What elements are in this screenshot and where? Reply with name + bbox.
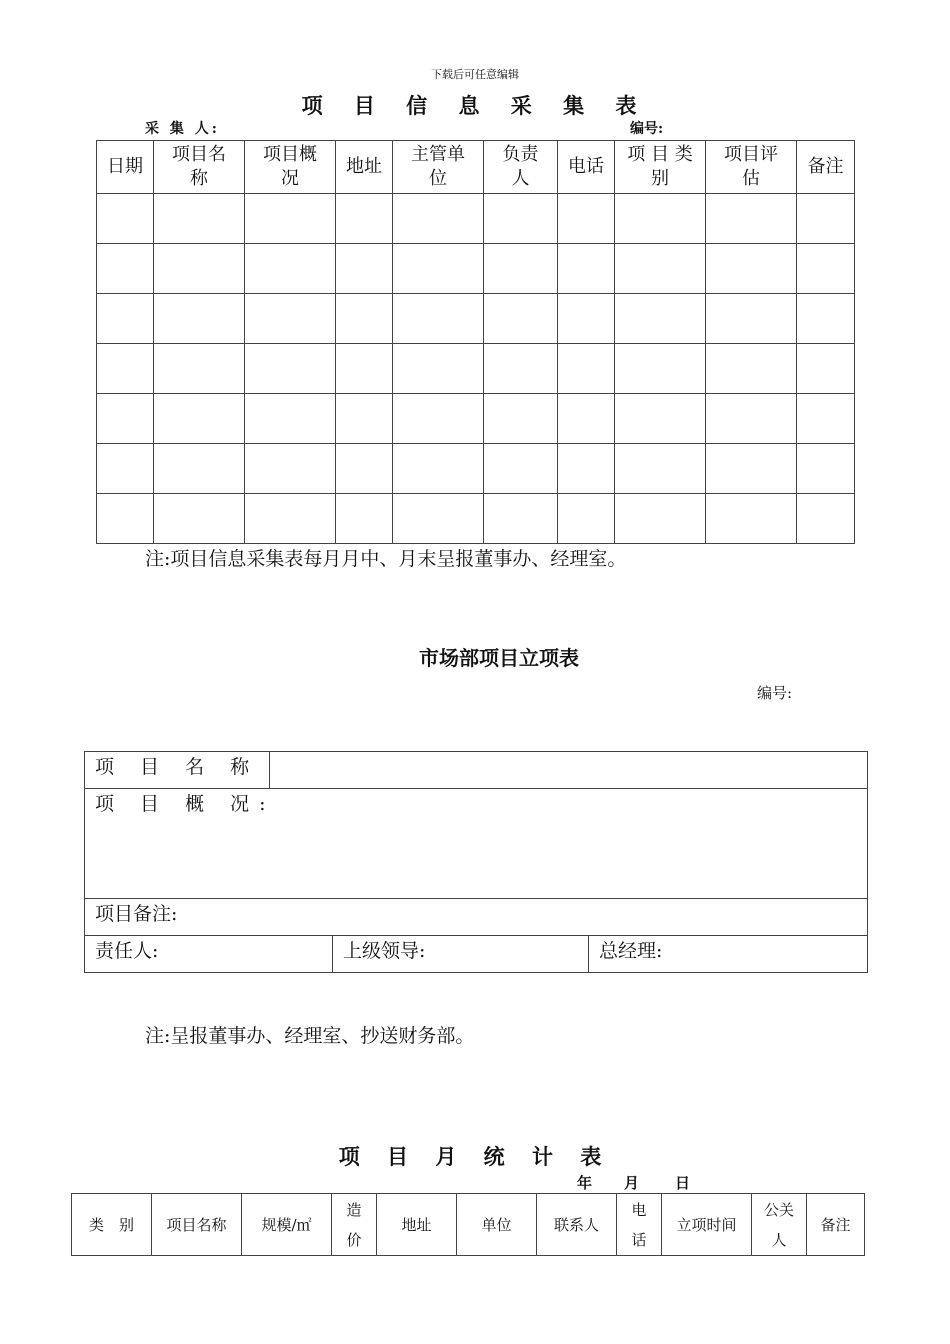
table-cell[interactable] (797, 194, 855, 244)
stats-header-cell (807, 1194, 865, 1256)
info-header-text: 项目评 (724, 144, 778, 165)
table-cell[interactable] (558, 194, 615, 244)
table-cell[interactable] (97, 444, 154, 494)
table-cell[interactable] (484, 494, 558, 544)
info-header-text: 负责 (502, 144, 539, 165)
stats-header-text: 地址 (401, 1215, 432, 1234)
table-cell[interactable] (706, 244, 797, 294)
table-cell[interactable] (797, 344, 855, 394)
table-cell[interactable] (97, 394, 154, 444)
form2-title: 市场部项目立项表 (419, 646, 579, 670)
table-cell[interactable] (393, 444, 484, 494)
table-cell[interactable] (797, 394, 855, 444)
table-cell[interactable] (393, 394, 484, 444)
info-header-cell (797, 141, 855, 194)
table-cell[interactable] (615, 494, 706, 544)
table-row (97, 444, 855, 494)
table-cell[interactable] (154, 244, 245, 294)
table-cell[interactable] (558, 244, 615, 294)
form3-title: 项 目 月 统 计 表 (338, 1144, 612, 1169)
info-header-text: 项目概 (263, 144, 317, 165)
table-cell[interactable] (797, 494, 855, 544)
stats-header-text: 价 (346, 1230, 362, 1249)
table-cell[interactable] (154, 444, 245, 494)
form2-note: 注:呈报董事办、经理室、抄送财务部。 (145, 1025, 475, 1047)
table-cell[interactable] (336, 294, 393, 344)
info-header-cell (336, 141, 393, 194)
table-cell[interactable] (245, 344, 336, 394)
stats-header-cell (72, 1194, 152, 1256)
table-cell[interactable] (706, 344, 797, 394)
project-name-label: 项 目 名 称 (85, 752, 270, 789)
info-header-cell (97, 141, 154, 194)
form1-number-label: 编号: (630, 121, 664, 137)
info-header-cell (706, 141, 797, 194)
table-row (97, 494, 855, 544)
stats-header-text: 联系人 (553, 1215, 599, 1234)
table-cell[interactable] (706, 394, 797, 444)
project-info-table (96, 140, 855, 544)
info-header-text: 人 (511, 168, 530, 189)
table-cell[interactable] (245, 244, 336, 294)
table-cell[interactable] (393, 244, 484, 294)
table-cell[interactable] (706, 194, 797, 244)
stats-header-cell (377, 1194, 457, 1256)
table-cell[interactable] (245, 444, 336, 494)
info-header-cell (245, 141, 336, 194)
info-header-text: 项目名 (172, 144, 226, 165)
info-header-cell (393, 141, 484, 194)
table-cell[interactable] (245, 494, 336, 544)
info-header-text: 项 目 类 (627, 144, 693, 165)
stats-header-cell (662, 1194, 752, 1256)
table-cell[interactable] (706, 294, 797, 344)
stats-header-cell (457, 1194, 537, 1256)
info-header-text: 位 (429, 168, 447, 189)
info-header-row (97, 141, 855, 194)
table-cell[interactable] (706, 444, 797, 494)
table-cell[interactable] (615, 344, 706, 394)
stats-header-text: 类 别 (88, 1215, 134, 1234)
table-row (97, 194, 855, 244)
project-overview-field[interactable]: 项 目 概 况: (85, 789, 868, 899)
project-name-field[interactable] (270, 752, 868, 789)
table-cell[interactable] (484, 294, 558, 344)
info-header-text: 日期 (107, 156, 143, 177)
gm-field[interactable]: 总经理: (589, 936, 868, 973)
table-cell[interactable] (336, 394, 393, 444)
monthly-stats-table (71, 1193, 865, 1256)
table-cell[interactable] (484, 394, 558, 444)
form2-number-label: 编号: (757, 684, 793, 702)
info-header-text: 别 (651, 168, 669, 189)
stats-header-row (72, 1194, 865, 1256)
stats-header-text: 公关 (763, 1200, 794, 1219)
info-header-text: 电话 (568, 156, 604, 177)
table-cell[interactable] (97, 494, 154, 544)
table-cell[interactable] (558, 344, 615, 394)
table-cell[interactable] (484, 344, 558, 394)
stats-header-cell (242, 1194, 332, 1256)
stats-header-text: 话 (631, 1230, 647, 1249)
table-cell[interactable] (615, 444, 706, 494)
table-cell[interactable] (154, 344, 245, 394)
form1-title: 项 目 信 息 采 集 表 (301, 93, 649, 118)
table-cell[interactable] (558, 394, 615, 444)
table-cell[interactable] (558, 444, 615, 494)
info-header-text: 称 (190, 168, 208, 189)
table-cell[interactable] (484, 244, 558, 294)
info-header-text: 估 (742, 168, 760, 189)
table-row (97, 344, 855, 394)
info-header-cell (154, 141, 245, 194)
table-cell[interactable] (393, 294, 484, 344)
month-label: 月 (624, 1174, 640, 1192)
stats-header-cell (537, 1194, 617, 1256)
table-cell[interactable] (615, 394, 706, 444)
table-cell[interactable] (245, 394, 336, 444)
table-cell[interactable] (558, 294, 615, 344)
table-cell[interactable] (484, 444, 558, 494)
table-cell[interactable] (245, 294, 336, 344)
table-cell[interactable] (797, 244, 855, 294)
stats-header-text: 规模/㎡ (261, 1215, 312, 1234)
table-cell[interactable] (393, 194, 484, 244)
stats-header-cell (152, 1194, 242, 1256)
info-header-text: 主管单 (411, 144, 465, 165)
day-label: 日 (675, 1174, 691, 1192)
info-header-text: 备注 (807, 156, 844, 177)
table-cell[interactable] (245, 194, 336, 244)
table-row (97, 394, 855, 444)
table-cell[interactable] (154, 294, 245, 344)
form1-note: 注:项目信息采集表每月月中、月末呈报董事办、经理室。 (145, 548, 627, 570)
table-cell[interactable] (615, 194, 706, 244)
table-cell[interactable] (97, 194, 154, 244)
table-cell[interactable] (336, 194, 393, 244)
table-cell[interactable] (558, 494, 615, 544)
stats-header-text: 造 (346, 1200, 362, 1219)
superior-field[interactable]: 上级领导: (333, 936, 589, 973)
table-cell[interactable] (336, 494, 393, 544)
project-remarks-field[interactable]: 项目备注: (85, 899, 868, 936)
year-label: 年 (577, 1174, 593, 1192)
table-cell[interactable] (336, 244, 393, 294)
table-cell[interactable] (336, 444, 393, 494)
header-note: 下载后可任意编辑 (431, 68, 519, 81)
table-cell[interactable] (336, 344, 393, 394)
table-cell[interactable] (154, 494, 245, 544)
project-approval-table (84, 751, 868, 973)
info-header-text: 地址 (346, 156, 382, 177)
responsible-field[interactable]: 责任人: (85, 936, 333, 973)
stats-header-text: 立项时间 (676, 1215, 737, 1234)
table-cell[interactable] (97, 294, 154, 344)
collector-label: 采 集 人: (145, 121, 220, 137)
stats-header-text: 项目名称 (166, 1215, 227, 1234)
stats-header-cell (752, 1194, 807, 1256)
stats-header-cell (617, 1194, 662, 1256)
table-cell[interactable] (615, 294, 706, 344)
table-cell[interactable] (615, 244, 706, 294)
info-header-cell (615, 141, 706, 194)
stats-header-text: 备注 (820, 1215, 851, 1234)
stats-header-text: 单位 (481, 1215, 512, 1234)
info-header-text: 况 (281, 168, 299, 189)
table-cell[interactable] (97, 244, 154, 294)
info-header-cell (558, 141, 615, 194)
stats-header-text: 电 (631, 1200, 647, 1219)
table-cell[interactable] (706, 494, 797, 544)
stats-header-cell (332, 1194, 377, 1256)
table-cell[interactable] (97, 344, 154, 394)
table-row (97, 244, 855, 294)
table-cell[interactable] (484, 194, 558, 244)
table-row (97, 294, 855, 344)
stats-header-text: 人 (771, 1230, 787, 1249)
table-cell[interactable] (154, 194, 245, 244)
table-cell[interactable] (393, 494, 484, 544)
date-line (577, 1172, 690, 1193)
table-cell[interactable] (797, 444, 855, 494)
table-cell[interactable] (393, 344, 484, 394)
info-header-cell (484, 141, 558, 194)
table-cell[interactable] (797, 294, 855, 344)
table-cell[interactable] (154, 394, 245, 444)
